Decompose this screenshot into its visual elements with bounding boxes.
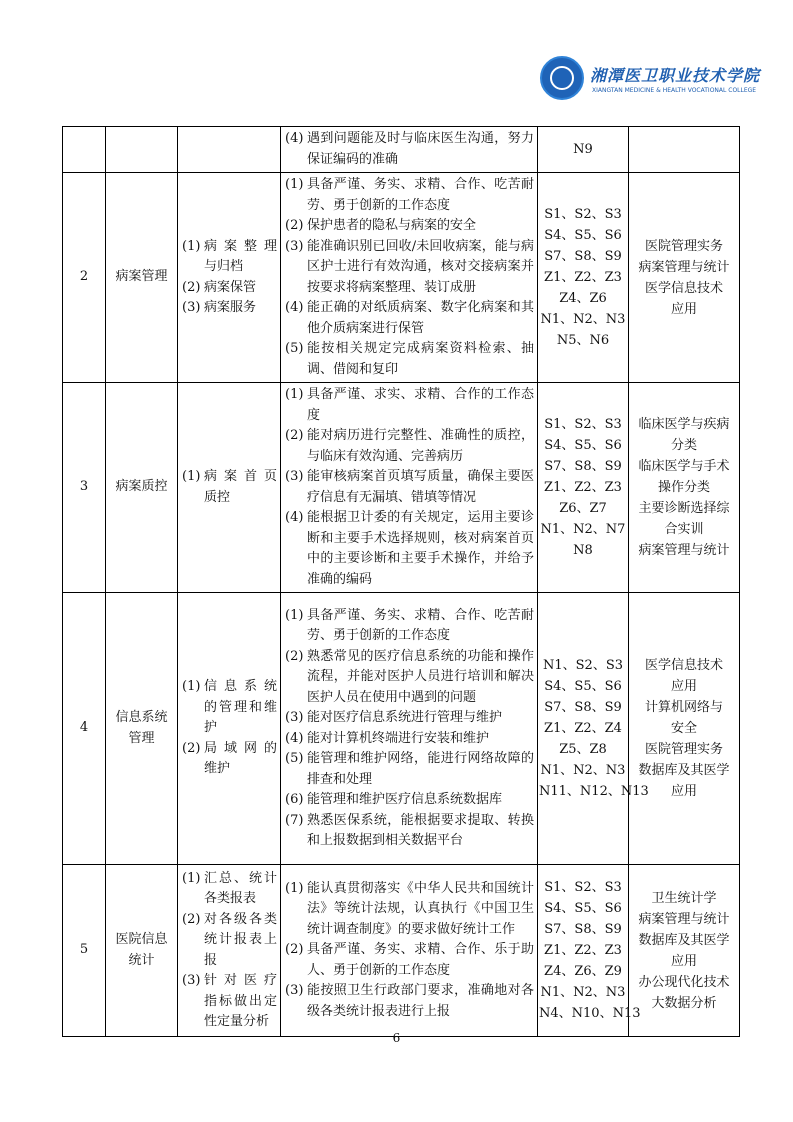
- task-cell: [178, 383, 281, 593]
- course-line: 医学信息技术: [644, 658, 723, 673]
- code-cell: [538, 383, 629, 593]
- item-text: 遇到问题能及时与临床医生沟通，努力保证编码的准确: [307, 131, 534, 167]
- code-line: S7、S8、S9: [544, 249, 622, 264]
- task-cell: [178, 173, 281, 383]
- item-number: (5): [285, 751, 304, 766]
- item-text: 能正确的对纸质病案、数字化病案和其他介质病案进行保管: [307, 300, 534, 336]
- code-line: S4、S5、S6: [544, 901, 622, 916]
- requirement-cell: [281, 173, 538, 383]
- item-number: (2): [182, 911, 201, 927]
- item-text: 能认真贯彻落实《中华人民共和国统计法》等统计法规，认真执行《中国卫生统计调查制度》的要求做好统计工作: [307, 880, 534, 937]
- requirement-cell: [281, 593, 538, 865]
- item-text: 保护患者的隐私与病案的安全: [307, 218, 477, 233]
- requirement-item: [285, 426, 534, 467]
- course-line: 病案管理与统计: [638, 543, 730, 558]
- item-text: 熟悉医保系统，能根据要求提取、转换和上报数据到相关数据平台: [307, 812, 534, 848]
- item-number: (4): [285, 131, 304, 146]
- code-line: S1、S2、S3: [544, 207, 622, 222]
- module-cell: [106, 173, 178, 383]
- code-line: N4、N10、N13: [539, 1006, 641, 1021]
- no-cell: [63, 127, 106, 173]
- code-line: N1、N2、N3: [540, 985, 626, 1000]
- item-number: (1): [285, 177, 304, 192]
- item-text: 病 案 首 页质控: [204, 469, 277, 505]
- task-cell: [178, 593, 281, 865]
- course-cell: [629, 173, 740, 383]
- module-cell: [106, 127, 178, 173]
- item-number: (2): [285, 428, 304, 443]
- requirement-item: [285, 708, 534, 729]
- requirement-item: [285, 790, 534, 811]
- requirement-item: [285, 508, 534, 590]
- item-text: 具备严谨、务实、求精、合作、吃苦耐劳、勇于创新的工作态度: [307, 177, 534, 213]
- code-cell: [538, 593, 649, 865]
- code-cell: [538, 173, 629, 383]
- code-line: S4、S5、S6: [544, 228, 622, 243]
- school-name-en: XIANGTAN MEDICINE & HEALTH VOCATIONAL COLLEGE: [592, 87, 757, 94]
- course-line: 安全: [670, 721, 697, 736]
- course-line: 应用: [670, 953, 697, 969]
- code-line: N1、S2、S3: [543, 658, 623, 673]
- course-line: 病案管理与统计: [638, 911, 730, 927]
- course-line: 合实训: [664, 522, 704, 537]
- item-number: (1): [182, 469, 201, 484]
- code-line: S1、S2、S3: [544, 880, 622, 895]
- code-line: Z5、Z8: [559, 742, 607, 757]
- requirement-item: [285, 385, 534, 426]
- item-number: (2): [285, 218, 304, 233]
- requirement-item: [285, 981, 534, 1022]
- school-name-cn: 湘潭医卫职业技术学院: [590, 66, 761, 85]
- code-line: N1、N2、N7: [540, 522, 626, 537]
- item-number: (1): [182, 238, 201, 254]
- code-line: N8: [573, 543, 593, 558]
- item-number: (2): [285, 648, 304, 664]
- requirement-item: [285, 647, 534, 709]
- requirement-item: [285, 298, 534, 339]
- module-line: 管理: [128, 730, 155, 746]
- item-number: (2): [285, 942, 304, 958]
- item-text: 能管理和维护医疗信息系统数据库: [307, 792, 503, 807]
- course-cell: [629, 865, 740, 1037]
- code-line: Z4、Z6、Z9: [544, 964, 622, 979]
- course-line: 应用: [670, 301, 697, 317]
- row-number-cell: 2: [63, 173, 106, 383]
- item-number: (7): [285, 812, 304, 828]
- module-cell: [106, 383, 178, 593]
- item-text: 局 域 网 的维护: [204, 740, 277, 777]
- task-cell: [178, 127, 281, 173]
- requirement-cell: [281, 127, 538, 173]
- task-item: [182, 677, 277, 739]
- requirement-item: [285, 606, 534, 647]
- course-cell: [629, 127, 740, 173]
- code-line: N1、N2、N3: [540, 312, 626, 327]
- table-row-continued: [63, 127, 740, 173]
- course-cell: [629, 593, 740, 865]
- course-line: 分类: [670, 438, 697, 453]
- item-number: (1): [285, 387, 304, 402]
- row-number-cell: 5: [63, 865, 106, 1037]
- row-number-cell: 3: [63, 383, 106, 593]
- requirement-item: [285, 216, 534, 237]
- item-number: (3): [285, 238, 304, 254]
- code-line: S4、S5、S6: [544, 679, 622, 694]
- task-item: [182, 467, 277, 508]
- task-cell: [178, 865, 281, 1037]
- requirement-item: [285, 175, 534, 216]
- module-line: 病案质控: [115, 479, 168, 495]
- item-number: (3): [285, 469, 304, 484]
- item-number: (3): [285, 710, 304, 725]
- code-line: N11、N12、N13: [539, 784, 649, 799]
- task-item: [182, 910, 277, 972]
- requirement-item: [285, 729, 534, 750]
- course-line: 应用: [670, 784, 697, 799]
- item-text: 具备严谨、务实、求精、合作、吃苦耐劳、勇于创新的工作态度: [307, 607, 534, 643]
- code-line: Z6、Z7: [559, 501, 607, 516]
- item-number: (4): [285, 730, 304, 746]
- code-line: N5、N6: [556, 333, 610, 348]
- course-line: 医院管理实务: [644, 238, 723, 254]
- task-item: [182, 237, 277, 278]
- item-text: 能准确识别已回收/未回收病案，能与病区护士进行有效沟通，核对交接病案并按要求将病案整理、装订成册: [307, 238, 534, 295]
- item-text: 具备严谨、务实、求精、合作、乐于助人、勇于创新的工作态度: [307, 942, 534, 978]
- table-row: [63, 865, 740, 1037]
- item-number: (2): [182, 740, 201, 756]
- course-line: 操作分类: [657, 480, 710, 495]
- item-text: 信 息 系 统的管理和维护: [204, 679, 277, 736]
- code-line: Z1、Z2、Z3: [544, 943, 622, 958]
- requirement-cell: [281, 383, 538, 593]
- course-line: 临床医学与疾病: [638, 417, 730, 432]
- requirement-item: [285, 339, 534, 380]
- table-row: [63, 173, 740, 383]
- code-line: Z1、Z2、Z3: [544, 270, 622, 285]
- curriculum-table: [62, 126, 740, 1037]
- code-line: Z1、Z2、Z3: [544, 480, 622, 495]
- item-text: 针 对 医 疗指标做出定性定量分析: [204, 973, 277, 1029]
- code-line: Z1、Z2、Z4: [544, 721, 622, 736]
- table-row: [63, 593, 740, 865]
- course-line: 卫生统计学: [651, 890, 717, 906]
- module-line: 信息系统: [115, 710, 168, 725]
- code-cell: [538, 865, 641, 1037]
- item-text: 对各级各类统计报表上报: [204, 911, 277, 968]
- code-line: S1、S2、S3: [544, 417, 622, 432]
- item-number: (3): [182, 300, 201, 315]
- code-line: N1、N2、N3: [540, 763, 626, 778]
- requirement-item: [285, 879, 534, 941]
- module-cell: [106, 865, 178, 1037]
- item-text: 能对病历进行完整性、准确性的质控，与临床有效沟通、完善病历: [307, 428, 534, 464]
- item-number: (1): [285, 607, 304, 623]
- item-text: 能管理和维护网络，能进行网络故障的排查和处理: [307, 751, 534, 787]
- course-line: 计算机网络与: [644, 700, 723, 715]
- code-line: S4、S5、S6: [544, 438, 622, 453]
- requirement-item: [285, 237, 534, 299]
- task-item: [182, 971, 277, 1033]
- school-emblem-icon: [540, 56, 584, 100]
- item-text: 汇总、统计各类报表: [204, 870, 277, 906]
- code-line: S7、S8、S9: [544, 922, 622, 937]
- course-line: 大数据分析: [651, 995, 717, 1011]
- requirement-item: [285, 940, 534, 981]
- page-number: 6: [392, 1031, 401, 1045]
- module-line: 统计: [128, 952, 155, 968]
- code-line: S7、S8、S9: [544, 700, 622, 715]
- code-line: S7、S8、S9: [544, 459, 622, 474]
- item-number: (2): [182, 279, 201, 295]
- course-line: 医院管理实务: [644, 742, 723, 757]
- course-line: 数据库及其医学: [638, 932, 730, 948]
- item-number: (6): [285, 792, 304, 807]
- requirement-item: [285, 467, 534, 508]
- module-line: 病案管理: [115, 269, 168, 285]
- task-item: [182, 278, 277, 299]
- task-item: [182, 298, 277, 319]
- item-text: 病案服务: [204, 300, 257, 315]
- course-line: 临床医学与手术: [638, 459, 730, 474]
- item-number: (1): [182, 870, 201, 886]
- requirement-item: [285, 129, 534, 170]
- row-number-cell: 4: [63, 593, 106, 865]
- course-line: 医学信息技术: [644, 280, 723, 296]
- item-number: (3): [285, 983, 304, 999]
- item-text: 能按相关规定完成病案资料检索、抽调、借阅和复印: [307, 341, 534, 377]
- item-text: 能根据卫计委的有关规定，运用主要诊断和主要手术选择规则，核对病案首页中的主要诊断和主要手术操作，并给予准确的编码: [307, 510, 534, 587]
- code-line: N9: [573, 142, 593, 157]
- item-number: (3): [182, 973, 201, 988]
- item-text: 能对医疗信息系统进行管理与维护: [307, 710, 503, 725]
- item-number: (5): [285, 341, 304, 356]
- item-number: (4): [285, 510, 304, 525]
- task-item: [182, 739, 277, 780]
- table-row: [63, 383, 740, 593]
- item-text: 病案保管: [204, 279, 257, 295]
- code-cell: [538, 127, 629, 173]
- requirement-item: [285, 749, 534, 790]
- item-text: 能对计算机终端进行安装和维护: [307, 730, 490, 746]
- task-item: [182, 869, 277, 910]
- item-text: 能审核病案首页填写质量，确保主要医疗信息有无漏填、错填等情况: [307, 469, 534, 505]
- item-number: (1): [285, 880, 304, 896]
- module-line: 医院信息: [115, 932, 168, 947]
- item-text: 病 案 整 理与归档: [204, 238, 277, 274]
- school-logo: [540, 56, 761, 106]
- module-cell: [106, 593, 178, 865]
- course-line: 病案管理与统计: [638, 259, 730, 275]
- item-number: (4): [285, 300, 304, 315]
- course-cell: [629, 383, 740, 593]
- course-line: 应用: [670, 679, 697, 694]
- requirement-cell: [281, 865, 538, 1037]
- course-line: 主要诊断选择综: [638, 501, 730, 516]
- requirement-item: [285, 811, 534, 852]
- item-number: (1): [182, 679, 201, 695]
- course-line: 数据库及其医学: [638, 763, 730, 778]
- item-text: 熟悉常见的医疗信息系统的功能和操作流程，并能对医护人员进行培训和解决医护人员在使用中遇到的问题: [307, 648, 534, 705]
- item-text: 能按照卫生行政部门要求，准确地对各级各类统计报表进行上报: [307, 983, 534, 1019]
- code-line: Z4、Z6: [559, 291, 607, 306]
- item-text: 具备严谨、求实、求精、合作的工作态度: [307, 387, 534, 423]
- course-line: 办公现代化技术: [638, 974, 730, 990]
